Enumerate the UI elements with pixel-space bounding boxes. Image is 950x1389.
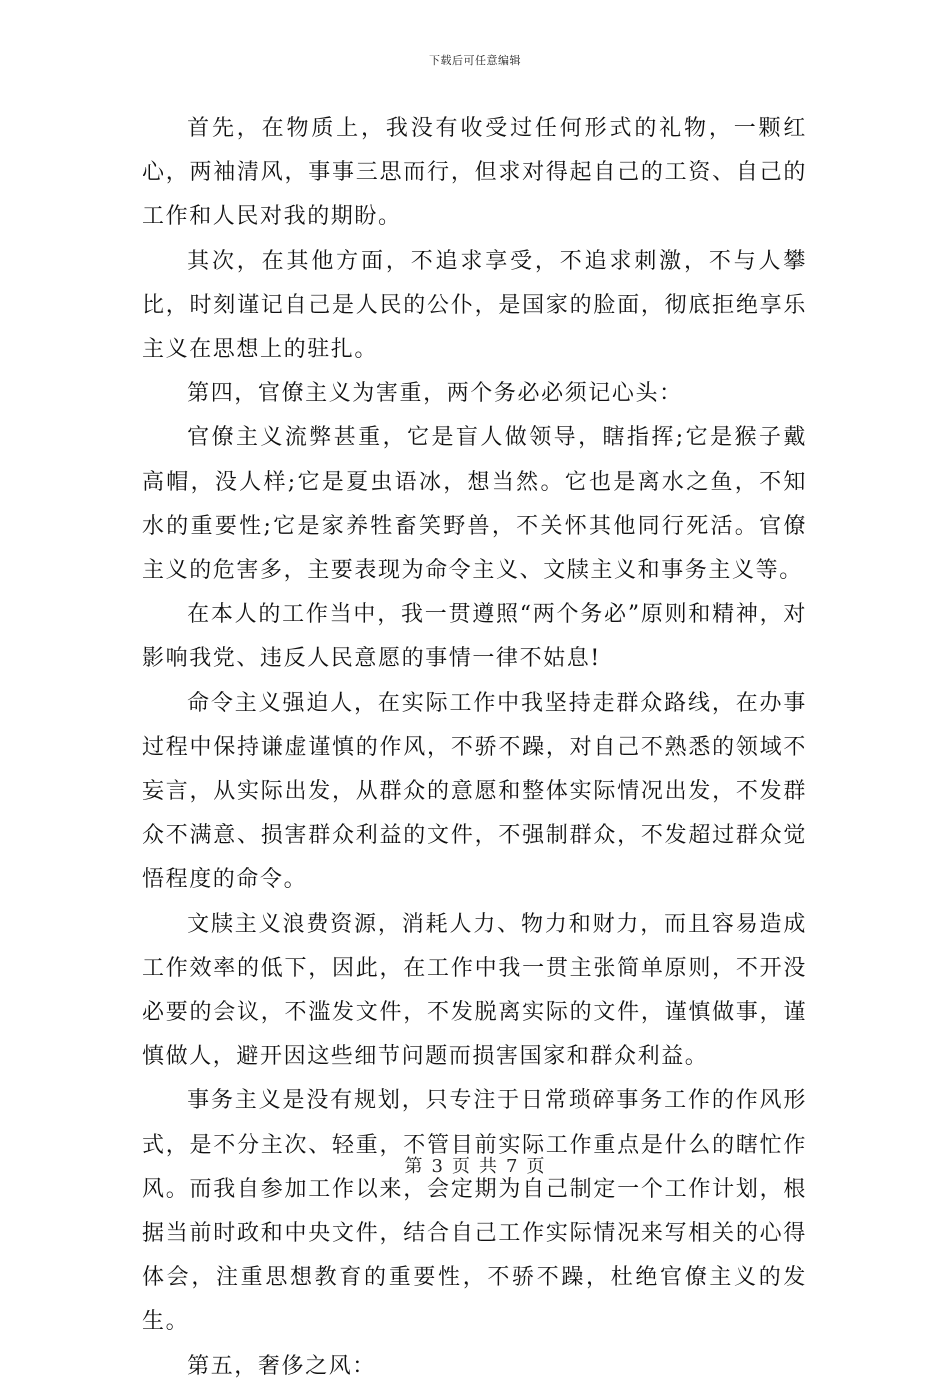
footer-prefix: 第 [404, 1156, 424, 1177]
paragraph-1: 首先，在物质上，我没有收受过任何形式的礼物，一颗红心，两袖清风，事事三思而行，但求对得起自己的工资、自己的工作和人民对我的期盼。 [142, 116, 807, 230]
body-text [142, 107, 807, 1389]
paragraph-3: 第四，官僚主义为害重，两个务必必须记心头： [187, 381, 683, 407]
paragraph-7: 文牍主义浪费资源，消耗人力、物力和财力，而且容易造成工作效率的低下，因此，在工作中我一贯主张简单原则，不开没必要的会议，不滥发文件，不发脱离实际的文件，谨慎做事，谨慎做人，避开因这些细节问题而损害国家和群众利益。 [142, 911, 807, 1070]
footer-page-word: 页 [452, 1156, 471, 1177]
paragraph-2: 其次，在其他方面，不追求享受，不追求刺激，不与人攀比，时刻谨记自己是人民的公仆，是国家的脸面，彻底拒绝享乐主义在思想上的驻扎。 [142, 248, 807, 363]
paragraph-4: 官僚主义流弊甚重，它是盲人做领导，瞎指挥;它是猴子戴高帽，没人样;它是夏虫语冰，想当然。它也是离水之鱼，不知水的重要性;它是家养牲畜笑野兽，不关怀其他同行死活。官僚主义的危害多，主要表现为命令主义、文牍主义和事务主义等。 [142, 425, 807, 584]
paragraph-9: 第五，奢侈之风： [187, 1353, 376, 1379]
paragraph-6: 命令主义强迫人，在实际工作中我坚持走群众路线，在办事过程中保持谦虚谨慎的作风，不骄不躁，对自己不熟悉的领域不妄言，从实际出发，从群众的意愿和整体实际情况出发，不发群众不满意、损害群众利益的文件，不强制群众，不发超过群众觉悟程度的命令。 [142, 690, 807, 893]
footer-total-pages: 7 [506, 1156, 519, 1177]
footer-total-word: 共 [479, 1156, 498, 1177]
paragraph-8: 事务主义是没有规划，只专注于日常琐碎事务工作的作风形式，是不分主次、轻重，不管目前实际工作重点是什么的瞎忙作风。而我自参加工作以来，会定期为自己制定一个工作计划，根据当前时政和中央文件，结合自己工作实际情况来写相关的心得体会，注重思想教育的重要性，不骄不躁，杜绝官僚主义的发生。 [142, 1088, 807, 1335]
footer-suffix: 页 [526, 1156, 546, 1177]
paragraph-5: 在本人的工作当中，我一贯遵照“两个务必”原则和精神，对影响我党、违反人民意愿的事情一律不姑息! [142, 602, 807, 672]
page-footer [0, 1152, 950, 1178]
page-header: 下载后可任意编辑 [429, 54, 521, 67]
footer-page-number: 3 [431, 1156, 444, 1177]
